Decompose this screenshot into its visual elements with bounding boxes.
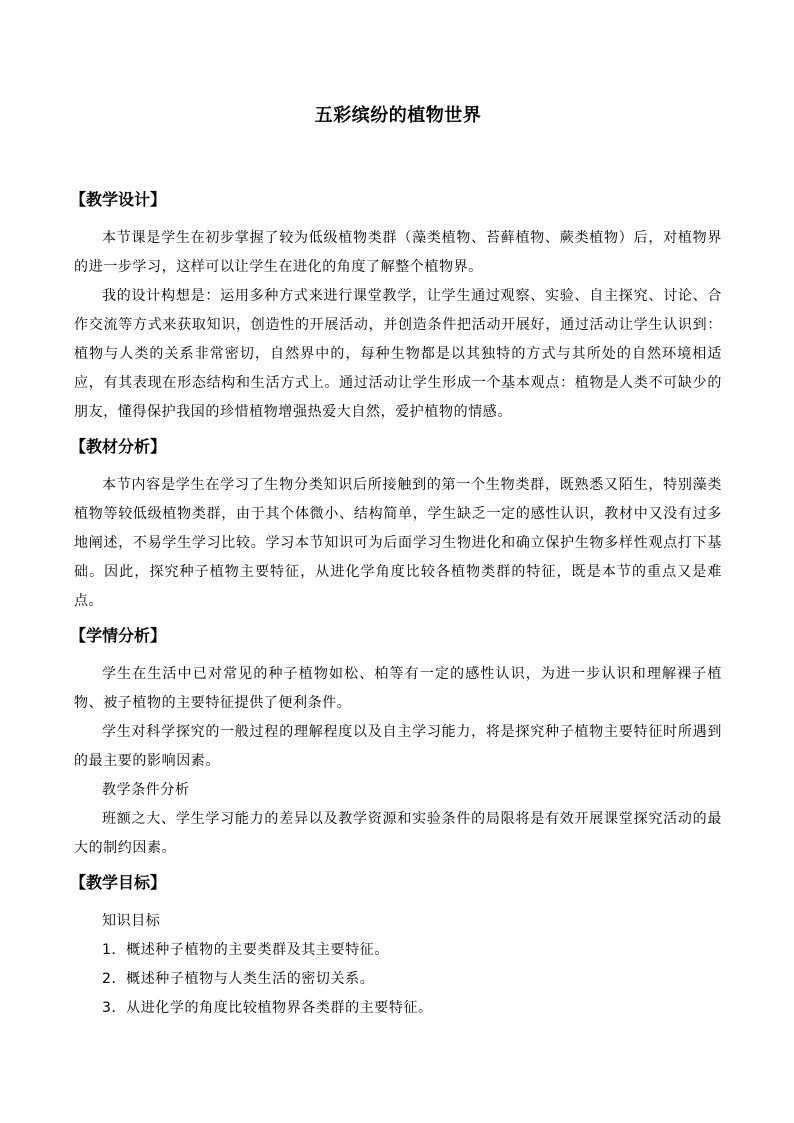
paragraph: 学生对科学探究的一般过程的理解程度以及自主学习能力，将是探究种子植物主要特征时所遇到的最主要的影响因素。 [74, 724, 722, 769]
section-heading: 【教学设计】 [70, 190, 167, 209]
document-title: 五彩缤纷的植物世界 [314, 105, 482, 126]
subheading: 知识目标 [102, 913, 161, 929]
document-body [70, 186, 722, 1023]
list-item: 3．从进化学的角度比较植物界各类群的主要特征。 [102, 1000, 433, 1016]
section-heading: 【教材分析】 [70, 437, 167, 456]
paragraph: 我的设计构想是：运用多种方式来进行课堂教学，让学生通过观察、实验、自主探究、讨论、合作交流等方式来获取知识，创造性的开展活动，并创造条件把活动开展好，通过活动让学生认识到：植物与人类的关系非常密切，自然界中的，每种生物都是以其独特的方式与其所处的自然环境相适应，有其表现在形态结构和生活方式上。通过活动让学生形成一个基本观点：植物是人类不可缺少的朋友，懂得保护我国的珍惜植物增强热爱大自然，爱护植物的情感。 [74, 288, 722, 420]
section-teaching-objectives [70, 869, 722, 1023]
paragraph: 班额之大、学生学习能力的差异以及教学资源和实验条件的局限将是有效开展课堂探究活动的最大的制约因素。 [74, 811, 722, 856]
paragraph: 本节内容是学生在学习了生物分类知识后所接触到的第一个生物类群，既熟悉又陌生，特别藻类植物等较低级植物类群，由于其个体微小、结构简单，学生缺乏一定的感性认识，教材中又没有过多地阐述，不易学生学习比较。学习本节知识可为后面学习生物进化和确立保护生物多样性观点打下基础。因此，探究种子植物主要特征，从进化学角度比较各植物类群的特征，既是本节的重点又是难点。 [74, 477, 722, 609]
list-item: 1．概述种子植物的主要类群及其主要特征。 [102, 942, 389, 958]
paragraph: 本节课是学生在初步掌握了较为低级植物类群（藻类植物、苔藓植物、蕨类植物）后，对植物界的进一步学习，这样可以让学生在进化的角度了解整个植物界。 [74, 230, 722, 275]
list-item: 2．概述种子植物与人类生活的密切关系。 [102, 971, 375, 987]
paragraph: 学生在生活中已对常见的种子植物如松、柏等有一定的感性认识，为进一步认识和理解裸子植物、被子植物的主要特征提供了便利条件。 [74, 666, 722, 711]
section-learner-analysis [70, 622, 722, 863]
section-material-analysis [70, 433, 722, 616]
section-teaching-design [70, 186, 722, 427]
section-heading: 【学情分析】 [70, 626, 167, 645]
section-heading: 【教学目标】 [70, 873, 167, 892]
subheading: 教学条件分析 [102, 782, 190, 798]
